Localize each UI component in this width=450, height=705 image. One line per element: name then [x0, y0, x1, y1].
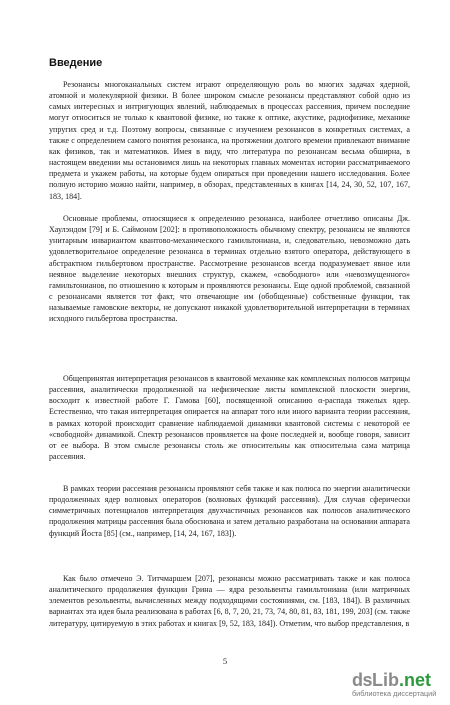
- watermark-part-ds: ds: [352, 670, 373, 690]
- watermark-logo: [352, 670, 447, 698]
- paragraph-text: Общепринятая интерпретация резонансов в квантовой механике как комплексных полюсов матрицы рассеяния, аналитически продолженной на нефизические листы комплексной плоскости энергии, восходит к известной работе Г. Гамова [60], посвященной описанию α-распада тяжелых ядер. Естественно, что такая интерпретация опирается на аппарат того или иного варианта теории рассеяния, в рамках которой происходит сравнение наблюдаемой динамики квантовой системы с некоторой ее «свободной» динамикой. Спектр резонансов проявляется на фоне последней и, вообще говоря, зависит от ее выбора. В этом смысле резонансы столь же относительны как относительна сама матрица рассеяния.: [49, 374, 410, 462]
- paragraph-text: В рамках теории рассеяния резонансы проявляют себя также и как полюса по энергии аналитически продолженных ядер волновых операторов (волновых функций рассеяния). Для случая сферически симметричных потенциалов интерпретация двухчастичных резонансов как полюсов аналитического продолжения матрицы рассеяния была обоснована и затем детально разработана на основании аппарата функций Йоста [85] (см., например, [14, 24, 167, 183]).: [49, 484, 410, 538]
- watermark-tagline: библиотека диссертаций: [352, 689, 437, 698]
- paragraph-5: [49, 573, 410, 629]
- paragraph-2: [49, 213, 410, 325]
- paragraph-text: Резонансы многоканальных систем играют определяющую роль во многих задачах ядерной, атомной и молекулярной физики. В более широком смысле резонансы представляют собой одно из самых интересных и интригующих явлений, наблюдаемых в процессах рассеяния, причем последние могут относиться не только к квантовой физике, но также к оптике, акустике, радиофизике, механике упругих сред и т.д. Поэтому вопросы, связанные с изучением резонансов в конкретных системах, а также с определением самого понятия резонанса, на протяжении долгого времени привлекают внимание как физиков, так и математиков. Имея в виду, что литература по резонансам весьма обширна, в настоящем введении мы остановимся лишь на некоторых главных моментах истории рассматриваемого предмета и укажем работы, на которые будем опираться при проведении нашего исследования. Более полную историю можно найти, например, в обзорах, представленных в книгах [14, 24, 30, 52, 107, 167, 183, 184].: [49, 80, 410, 201]
- paragraph-4: [49, 483, 410, 539]
- page-number: 5: [222, 656, 228, 666]
- paragraph-text: Как было отмечено Э. Титчмаршем [207], резонансы можно рассматривать также и как полюса аналитического продолжения функции Грина — ядра резольвенты гамильтониана (или матричных элементов резольвенты, вычисленных между подходящими состояниями, см. [183, 184]). В различных вариантах эта идея была реализована в работах [6, 8, 7, 20, 21, 73, 74, 80, 81, 83, 181, 199, 203] (см. также литературу, цитируемую в этих работах и книгах [9, 52, 183, 184]). Отметим, что выбор представления, в: [49, 574, 410, 628]
- section-heading: Введение: [49, 57, 103, 69]
- watermark-part-lib: Lib: [372, 670, 400, 690]
- watermark-part-net: .net: [399, 670, 432, 690]
- paragraph-text: Основные проблемы, относящиеся к определению резонанса, наиболее отчетливо описаны Дж. Хаулэндом [79] и Б. Саймоном [202]: в противоположность обычному спектру, резонансы не являются унитарным инвариантом квантово-механического гамильтониана, и, следовательно, невозможно дать удовлетворительное определение резонанса в терминах отдельно взятого оператора, действующего в абстрактном гильбертовом пространстве. Рассмотрение резонансов всегда подразумевает явное или неявное выделение некоторых внешних структур, скажем, «свободного» или «невозмущенного» гамильтонианов, по отношению к которым и проявляются резонансы. Еще одной проблемой, связанной с резонансами является тот факт, что отвечающие им (обобщенные) собственные функции, так называемые гамовские векторы, не допускают никакой удовлетворительной интерпретации в терминах исходного гильбертова пространства.: [49, 214, 410, 324]
- paragraph-3: [49, 373, 410, 462]
- paragraph-1: [49, 79, 410, 202]
